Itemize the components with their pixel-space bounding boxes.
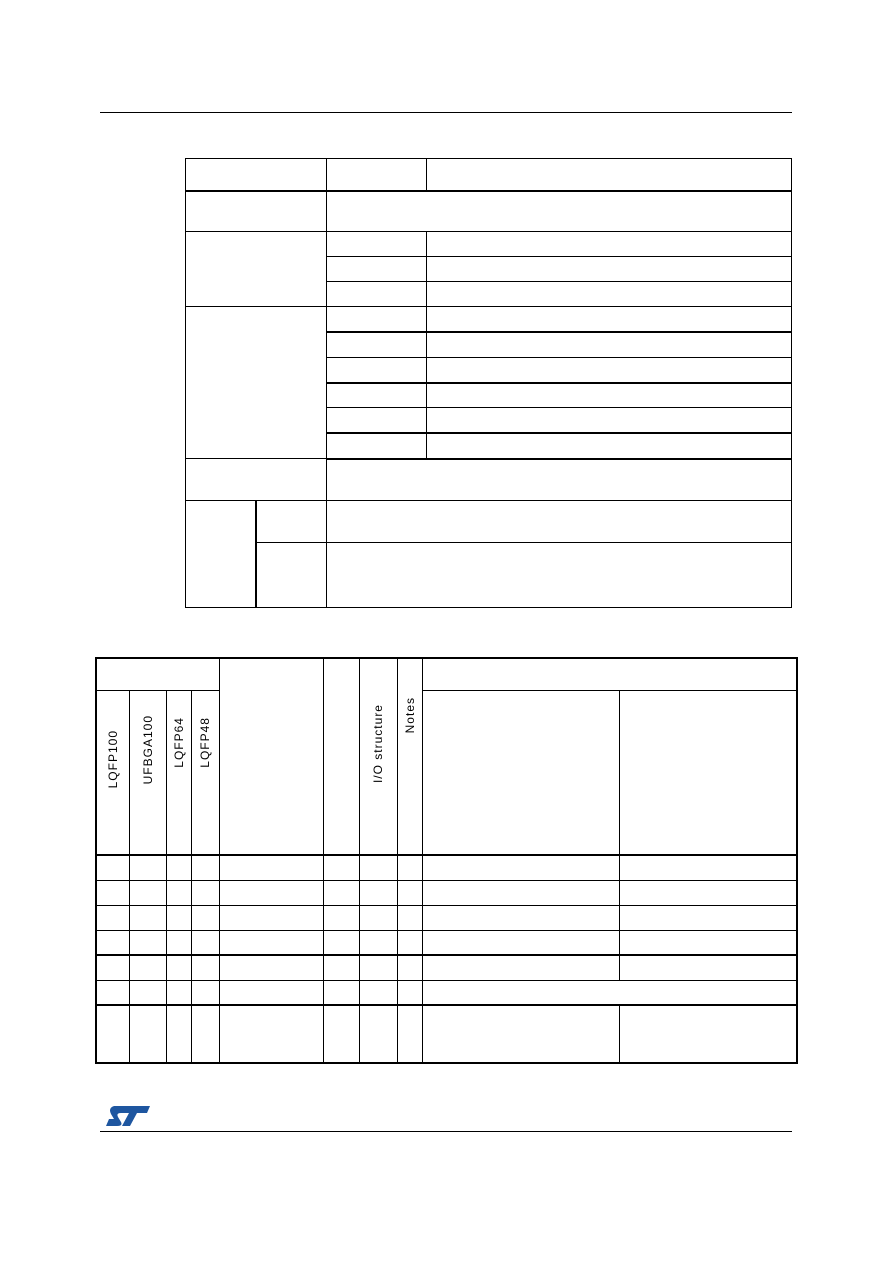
pin-cell [166, 980, 191, 1005]
legend-cell [427, 282, 792, 307]
legend-cell [327, 459, 792, 501]
pin-cell [422, 880, 619, 905]
pin-cell [422, 955, 619, 980]
pin-cell [166, 880, 191, 905]
legend-header-cell [427, 159, 792, 191]
legend-cell [327, 408, 427, 433]
pin-cell [129, 1005, 166, 1063]
package-lqfp48-header [191, 690, 219, 855]
legend-cell [327, 433, 427, 459]
pin-cell [96, 905, 129, 930]
package-lqfp100-label: LQFP100 [105, 729, 120, 788]
pin-cell [619, 955, 797, 980]
pin-name-header [219, 658, 323, 855]
pin-cell [191, 905, 219, 930]
pin-cell [619, 855, 797, 880]
package-ufbga100-label: UFBGA100 [140, 714, 155, 784]
pin-cell [397, 1005, 422, 1063]
io-structure-label: I/O structure [371, 703, 385, 784]
legend-cell [427, 383, 792, 408]
pin-cell [191, 855, 219, 880]
legend-cell [186, 191, 327, 232]
pin-cell [219, 980, 323, 1005]
pin-cell [166, 930, 191, 955]
pin-cell [323, 930, 359, 955]
st-logo [106, 1104, 152, 1128]
legend-cell [327, 307, 427, 332]
legend-cell [327, 191, 792, 232]
pin-cell [96, 980, 129, 1005]
additional-functions-header [619, 690, 797, 855]
pin-cell [323, 980, 359, 1005]
package-lqfp64-label: LQFP64 [171, 716, 186, 768]
pin-cell [323, 880, 359, 905]
pin-cell [191, 880, 219, 905]
pin-cell [219, 955, 323, 980]
pin-cell [219, 905, 323, 930]
legend-table [185, 158, 792, 608]
pin-cell [219, 855, 323, 880]
legend-cell [327, 257, 427, 282]
pin-cell [619, 905, 797, 930]
pin-cell [191, 980, 219, 1005]
pin-cell [191, 930, 219, 955]
pin-cell [359, 855, 397, 880]
package-lqfp100-header [96, 690, 129, 855]
pin-cell [359, 905, 397, 930]
pin-cell [323, 955, 359, 980]
pin-cell [359, 955, 397, 980]
footer-rule [100, 1131, 792, 1132]
notes-header [397, 658, 422, 855]
legend-cell [327, 501, 792, 543]
pin-cell [129, 905, 166, 930]
pin-cell [219, 930, 323, 955]
legend-cell [327, 282, 427, 307]
legend-cell [186, 307, 327, 459]
pin-cell [422, 980, 797, 1005]
pin-cell [323, 855, 359, 880]
pin-cell [96, 855, 129, 880]
legend-cell [327, 383, 427, 408]
legend-cell [186, 232, 327, 307]
legend-cell [186, 501, 256, 608]
pin-cell [619, 880, 797, 905]
notes-label: Notes [402, 697, 417, 734]
legend-cell [427, 307, 792, 332]
io-structure-header [359, 658, 397, 855]
pin-cell [397, 905, 422, 930]
pin-cell [166, 1005, 191, 1063]
pin-cell [96, 955, 129, 980]
legend-header-cell [186, 159, 327, 191]
pin-cell [191, 1005, 219, 1063]
legend-cell [327, 543, 792, 608]
legend-cell [327, 358, 427, 383]
pin-cell [129, 855, 166, 880]
pin-cell [359, 980, 397, 1005]
pin-cell [619, 1005, 797, 1063]
package-lqfp48-label: LQFP48 [198, 716, 212, 768]
pin-type-header [323, 658, 359, 855]
pin-cell [359, 1005, 397, 1063]
pin-cell [96, 930, 129, 955]
pin-cell [191, 955, 219, 980]
st-logo-text: ST [106, 1104, 108, 1105]
legend-cell [427, 358, 792, 383]
pin-cell [323, 1005, 359, 1063]
pin-cell [323, 905, 359, 930]
pinout-table [95, 657, 798, 1064]
alternate-functions-group-header [422, 658, 797, 690]
pin-cell [397, 880, 422, 905]
pin-cell [219, 880, 323, 905]
pin-cell [397, 980, 422, 1005]
pin-cell [397, 955, 422, 980]
legend-cell [327, 232, 427, 257]
pin-cell [422, 930, 619, 955]
legend-cell [256, 543, 327, 608]
pin-cell [397, 930, 422, 955]
pin-cell [166, 955, 191, 980]
pin-cell [359, 930, 397, 955]
pin-cell [96, 1005, 129, 1063]
pin-cell [219, 1005, 323, 1063]
package-group-header [96, 658, 219, 690]
package-ufbga100-header [129, 690, 166, 855]
legend-cell [427, 433, 792, 459]
legend-cell [427, 232, 792, 257]
legend-cell [427, 257, 792, 282]
pin-cell [129, 930, 166, 955]
pin-cell [129, 980, 166, 1005]
legend-cell [427, 332, 792, 358]
pin-cell [422, 1005, 619, 1063]
legend-cell [327, 332, 427, 358]
pin-cell [619, 930, 797, 955]
legend-cell [186, 459, 327, 501]
pin-cell [422, 905, 619, 930]
pin-cell [129, 955, 166, 980]
package-lqfp64-header [166, 690, 191, 855]
legend-cell [256, 501, 327, 543]
pin-cell [397, 855, 422, 880]
pin-cell [129, 880, 166, 905]
legend-header-cell [327, 159, 427, 191]
header-rule [100, 112, 792, 113]
pin-cell [96, 880, 129, 905]
pin-cell [422, 855, 619, 880]
pin-cell [166, 905, 191, 930]
legend-cell [427, 408, 792, 433]
pin-cell [166, 855, 191, 880]
pin-cell [359, 880, 397, 905]
alternate-functions-header [422, 690, 619, 855]
